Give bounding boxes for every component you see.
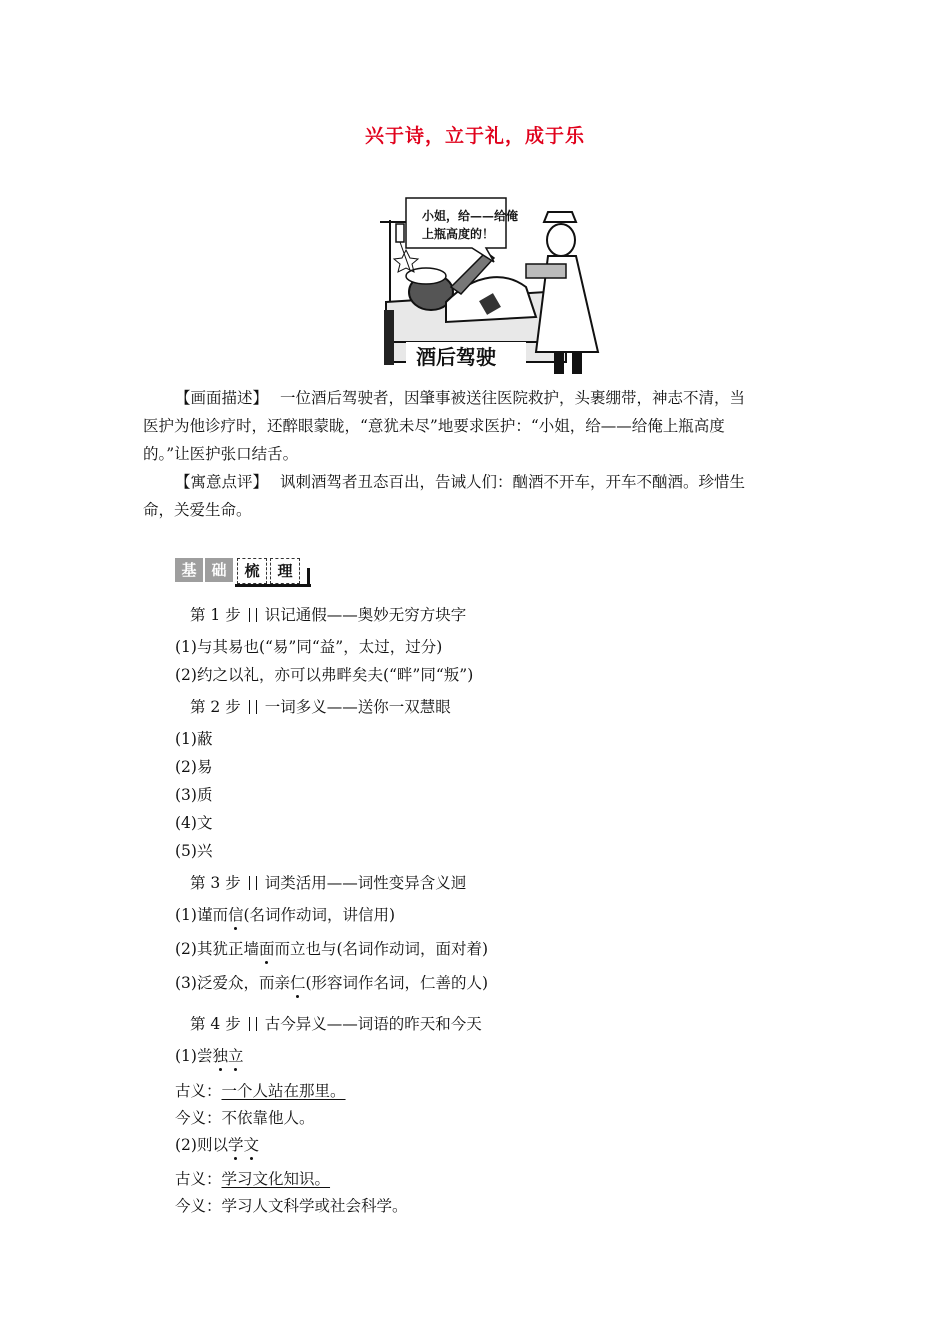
step2-item-3: (3)质 (175, 786, 213, 804)
description-paragraph (143, 384, 808, 468)
ancient-label: 古义： (175, 1082, 222, 1100)
step2-title: 一词多义——送你一双慧眼 (264, 698, 451, 716)
badge-underline (235, 584, 311, 587)
step3-item-2-pre: (2)其犹正墙 (175, 940, 259, 958)
step4-number: 第 4 步 (190, 1015, 241, 1033)
modern-label: 今义： (175, 1197, 222, 1215)
step4-heading (190, 1012, 482, 1034)
step2-number: 第 2 步 (190, 698, 241, 716)
step3-item-2-post: 而立也与(名词作动词，面对着) (274, 940, 489, 958)
ancient-label: 古义： (175, 1170, 222, 1188)
commentary-label: 【寓意点评】 (175, 473, 269, 491)
step1-item-1: (1)与其易也(“易”同“益”，太过，过分) (175, 638, 443, 656)
step4-item-1-modern (175, 1106, 315, 1128)
badge-char-3: 梳 (237, 558, 267, 584)
step3-item-2-keyword: 面 (258, 940, 275, 958)
description-line-2: 医护为他诊疗时，还醉眼蒙眬，“意犹未尽”地要求医护：“小姐，给——给俺上瓶高度 (143, 417, 725, 435)
step3-item-3-keyword: 仁 (289, 974, 306, 992)
ancient-meaning-answer: 学习文化知识。 (221, 1170, 331, 1188)
step1-number: 第 1 步 (190, 606, 241, 624)
commentary-paragraph (143, 468, 808, 524)
step1-title: 识记通假——奥妙无穷方块字 (264, 606, 467, 624)
step-separator (249, 876, 257, 890)
step3-title: 词类活用——词性变异含义迥 (264, 874, 467, 892)
step3-item-1-post: (名词作动词，讲信用) (243, 906, 396, 924)
step4-item-1-keyword-1: 独 (212, 1047, 228, 1065)
step-separator (249, 700, 257, 714)
step2-item-1: (1)蔽 (175, 730, 213, 748)
step4-item-2-modern (175, 1194, 408, 1216)
step3-heading (190, 871, 466, 893)
step2-item-5: (5)兴 (175, 842, 213, 860)
step3-number: 第 3 步 (190, 874, 241, 892)
modern-meaning: 学习人文科学或社会科学。 (221, 1197, 408, 1215)
step4-item-2-pre: (2)则以 (175, 1136, 228, 1154)
step4-item-1-pre: (1)尝 (175, 1047, 213, 1065)
page-title: 兴于诗，立于礼，成于乐 (364, 125, 585, 147)
step4-item-2-ancient (175, 1167, 330, 1189)
step4-title: 古今异义——词语的昨天和今天 (264, 1015, 482, 1033)
description-label: 【画面描述】 (175, 389, 269, 407)
drunk-driving-cartoon (376, 192, 608, 376)
modern-meaning: 不依靠他人。 (221, 1109, 315, 1127)
badge-underline-cap (307, 568, 310, 586)
section-badge (175, 556, 315, 584)
step4-item-1-keyword-2: 立 (227, 1047, 244, 1065)
badge-char-1: 基 (175, 558, 203, 582)
step3-item-2 (175, 937, 488, 959)
step4-item-2-keyword-1: 学 (227, 1136, 244, 1154)
commentary-line-1: 讽刺酒驾者丑态百出，告诫人们：酗酒不开车，开车不酗酒。珍惜生 (280, 473, 746, 491)
step3-item-1 (175, 903, 395, 925)
step2-item-4: (4)文 (175, 814, 213, 832)
commentary-line-2: 命，关爱生命。 (143, 501, 252, 519)
step3-item-3-post: (形容词作名词，仁善的人) (305, 974, 489, 992)
step-separator (249, 608, 257, 622)
description-line-3: 的。”让医护张口结舌。 (143, 445, 299, 463)
speech-line-1: 小姐，给——给俺 (422, 209, 519, 223)
step4-item-1-ancient (175, 1079, 346, 1101)
step1-item-2: (2)约之以礼，亦可以弗畔矣夫(“畔”同“叛”) (175, 666, 474, 684)
banner-text: 酒后驾驶 (416, 345, 496, 369)
step2-item-2: (2)易 (175, 758, 213, 776)
step1-heading (190, 603, 466, 625)
badge-char-4: 理 (270, 558, 300, 584)
step4-item-2 (175, 1133, 259, 1155)
modern-label: 今义： (175, 1109, 222, 1127)
speech-line-2: 上瓶高度的！ (422, 227, 495, 241)
step4-item-2-keyword-2: 文 (243, 1136, 259, 1154)
step3-item-3-pre: (3)泛爱众，而亲 (175, 974, 290, 992)
badge-char-2: 础 (205, 558, 233, 582)
step3-item-1-pre: (1)谨而 (175, 906, 228, 924)
step2-heading (190, 695, 451, 717)
ancient-meaning-answer: 一个人站在那里。 (221, 1082, 346, 1100)
description-line-1: 一位酒后驾驶者，因肇事被送往医院救护，头裹绷带，神志不清，当 (280, 389, 746, 407)
step4-item-1 (175, 1044, 244, 1066)
step3-item-3 (175, 971, 488, 993)
step-separator (249, 1017, 257, 1031)
step3-item-1-keyword: 信 (227, 906, 244, 924)
